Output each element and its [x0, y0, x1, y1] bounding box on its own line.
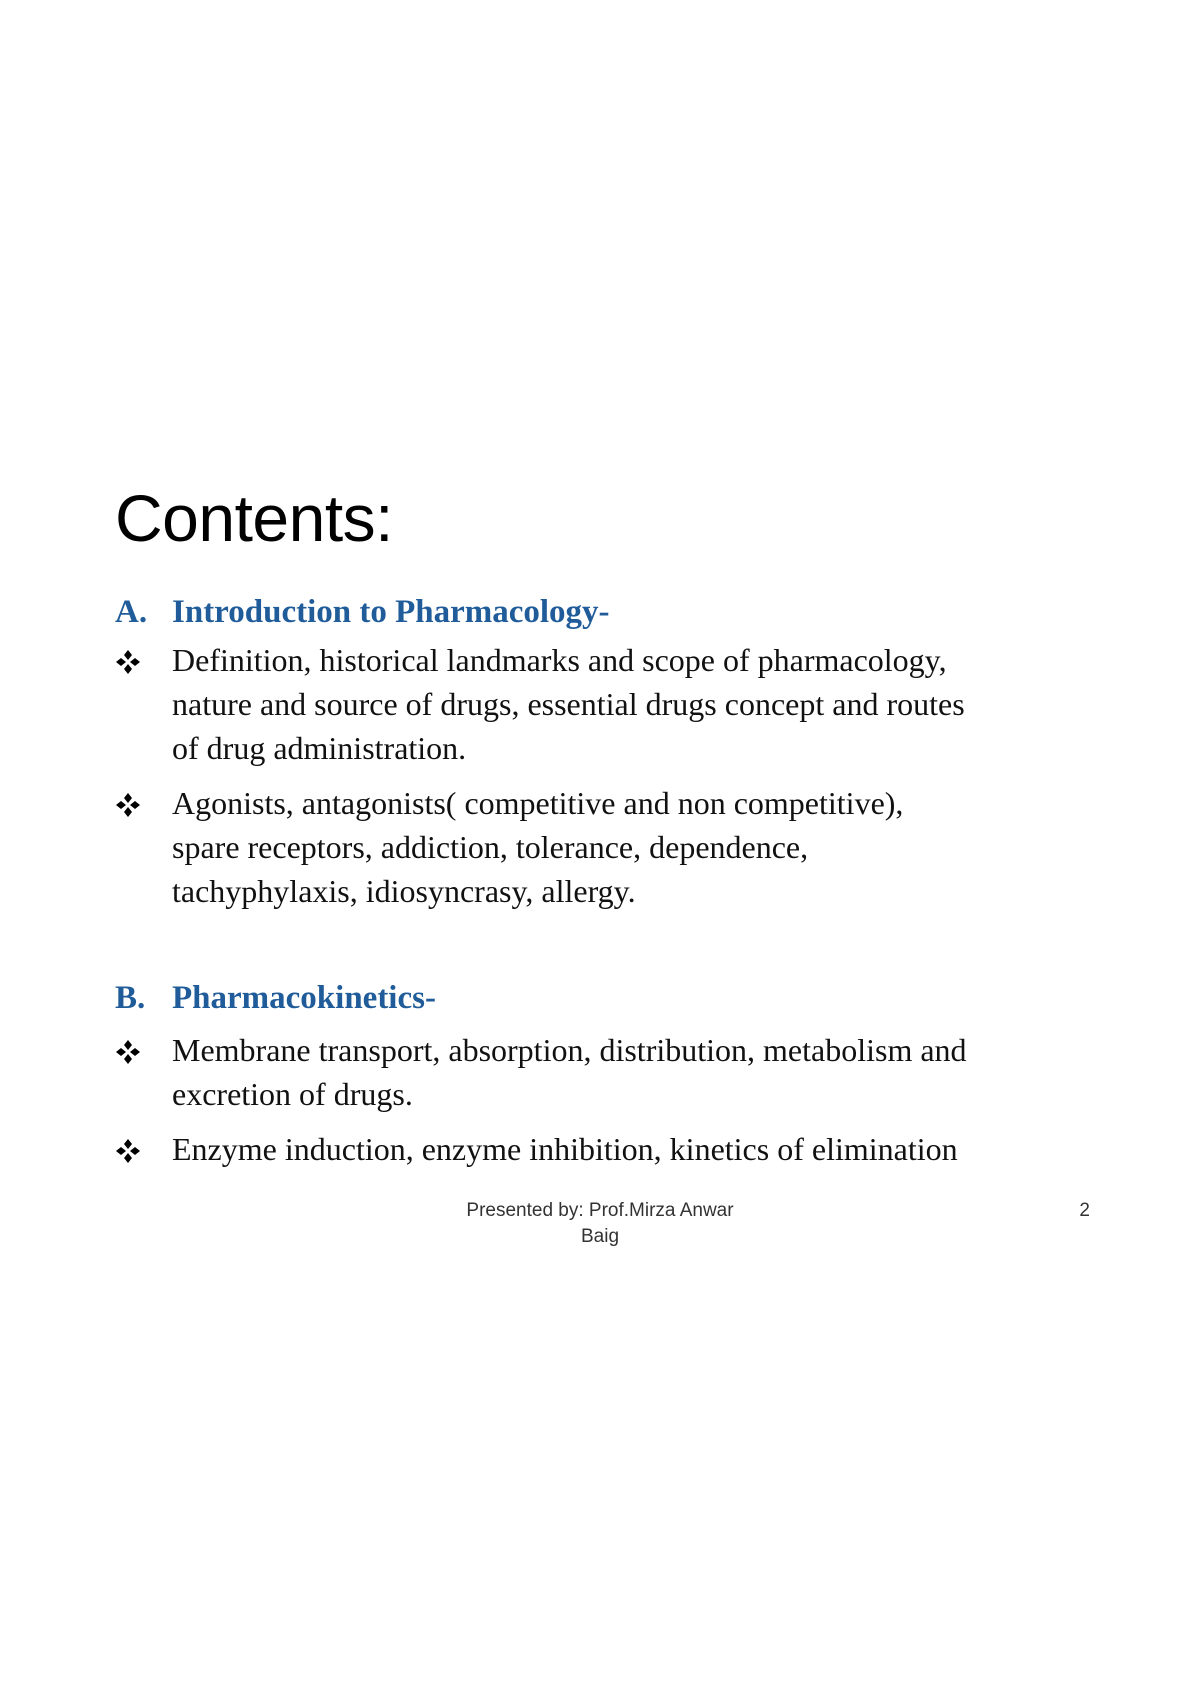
section-heading-text: Introduction to Pharmacology-	[172, 594, 610, 630]
bullet-line: Definition, historical landmarks and scope of pharmacology,	[172, 642, 947, 678]
bullet-text	[172, 781, 1172, 913]
section-heading-text: Pharmacokinetics-	[172, 980, 436, 1016]
bullet-text	[172, 1028, 1172, 1116]
bullet-text	[172, 1127, 1172, 1171]
footer-presenter-line: Presented by: Prof.Mirza Anwar	[466, 1200, 734, 1221]
four-diamond-bullet-icon	[115, 1138, 141, 1164]
section-heading-b	[115, 978, 436, 1018]
section-heading-a	[115, 592, 610, 632]
footer-presenter	[400, 1198, 800, 1250]
bullet-line: Membrane transport, absorption, distribution, metabolism and	[172, 1032, 967, 1068]
bullet-line: Agonists, antagonists( competitive and non competitive),	[172, 785, 904, 821]
four-diamond-bullet-icon	[115, 792, 141, 818]
section-marker: B.	[115, 980, 146, 1016]
section-marker: A.	[115, 594, 148, 630]
slide-title: Contents:	[115, 481, 393, 555]
footer-presenter-line: Baig	[580, 1226, 620, 1247]
bullet-line: spare receptors, addiction, tolerance, dependence,	[172, 829, 809, 865]
bullet-line: excretion of drugs.	[172, 1076, 413, 1112]
bullet-line: nature and source of drugs, essential drugs concept and routes	[172, 686, 965, 722]
bullet-text	[172, 638, 1172, 770]
bullet-line: tachyphylaxis, idiosyncrasy, allergy.	[172, 873, 636, 909]
bullet-line: of drug administration.	[172, 730, 467, 766]
bullet-line: Enzyme induction, enzyme inhibition, kinetics of elimination	[172, 1131, 958, 1167]
four-diamond-bullet-icon	[115, 649, 141, 675]
four-diamond-bullet-icon	[115, 1039, 141, 1065]
page-number: 2	[1079, 1200, 1090, 1221]
